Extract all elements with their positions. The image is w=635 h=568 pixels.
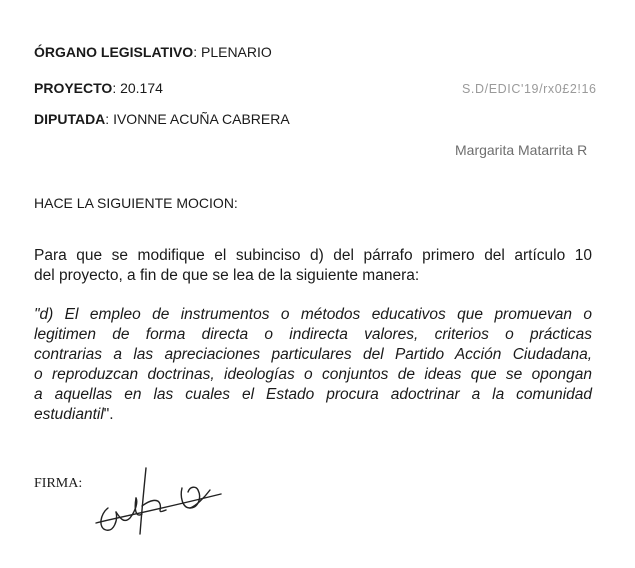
quote-closing: ".: [103, 406, 114, 423]
handwritten-signature: [86, 448, 226, 548]
quote-line-6: [34, 405, 592, 425]
organo-value: : PLENARIO: [193, 44, 272, 60]
organo-label: ÓRGANO LEGISLATIVO: [34, 44, 194, 60]
organo-legislativo-line: [34, 44, 272, 60]
quote-last-word: estudiantil: [34, 406, 104, 423]
proyecto-value: : 20.174: [112, 80, 163, 96]
motion-intro: HACE LA SIGUIENTE MOCION:: [34, 195, 238, 211]
proyecto-label: PROYECTO: [34, 80, 113, 96]
quote-line-1: "d) El empleo de instrumentos o métodos educativos que promuevan o: [34, 306, 592, 323]
quote-line-2: legitimen de forma directa o indirecta valores, criterios o prácticas: [34, 326, 592, 343]
motion-paragraph-line-2: del proyecto, a fin de que se lea de la siguiente manera:: [34, 267, 420, 284]
quote-line-3: contrarias a las apreciaciones particulares del Partido Acción Ciudadana,: [34, 346, 592, 363]
reception-stamp: S.D/EDIC'19/rx0£2!16: [462, 82, 597, 96]
quote-line-4: o reproduzcan doctrinas, ideologías o conjuntos de ideas que se opongan: [34, 366, 592, 383]
diputada-label: DIPUTADA: [34, 111, 106, 127]
diputada-value: : IVONNE ACUÑA CABRERA: [105, 111, 290, 127]
receiver-name: Margarita Matarrita R: [455, 142, 588, 158]
quote-line-5: a aquellas en las cuales el Estado procura adoctrinar a la comunidad: [34, 386, 592, 403]
motion-paragraph-line-1: Para que se modifique el subinciso d) del párrafo primero del artículo 10: [34, 247, 592, 264]
diputada-line: [34, 111, 290, 127]
firma-label: FIRMA:: [34, 476, 83, 491]
proyecto-line: [34, 80, 163, 96]
